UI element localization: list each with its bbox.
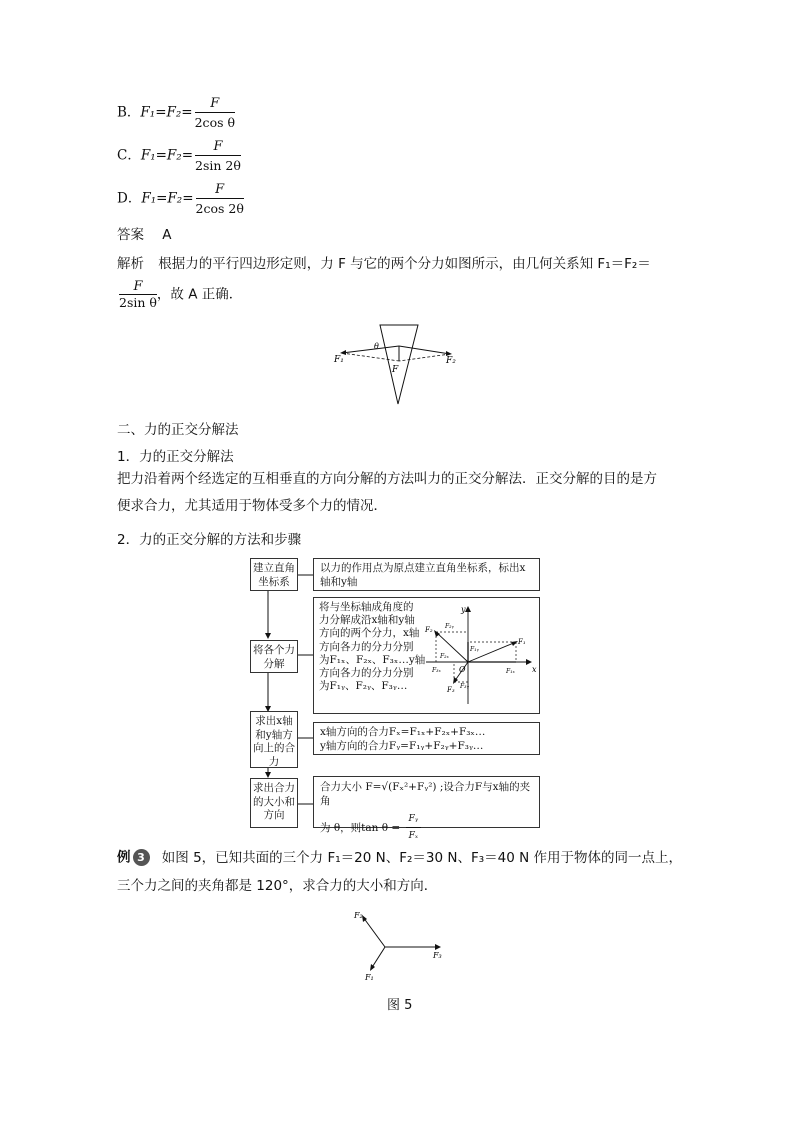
step-3-box — [250, 711, 298, 768]
option-b-num: F — [195, 96, 235, 113]
section-title: 二、力的正交分解法 — [117, 422, 239, 438]
step-1-box — [250, 558, 298, 591]
axes-label-f3: F₃ — [447, 686, 455, 694]
axes-label-x: x — [532, 665, 537, 674]
step-2-desc-box — [313, 597, 540, 714]
example-text-1: 如图 5，已知共面的三个力 F₁＝20 N、F₂＝30 N、F₃＝40 N 作用于物体的同一点上， — [161, 849, 682, 866]
step-1-desc-box — [313, 558, 540, 591]
option-c-num: F — [195, 139, 241, 156]
step-2-box — [250, 640, 298, 673]
example-number-badge: 3 — [133, 849, 150, 866]
axes-label-f3y: F₃ᵧ — [460, 683, 469, 690]
wedge-label-f1: F₁ — [334, 355, 344, 365]
option-c-lhs: F₁=F₂= — [140, 147, 194, 164]
option-b — [117, 96, 235, 130]
axes-label-f2x: F₂ₓ — [440, 653, 449, 660]
analysis-formula — [117, 280, 242, 310]
option-b-label: B． — [117, 104, 141, 121]
step-4-fraction — [406, 813, 422, 843]
step-3-desc-box — [313, 722, 540, 755]
option-c-label: C． — [117, 147, 141, 164]
wedge-label-f2: F₂ — [446, 356, 456, 366]
analysis-den: 2sin θ — [119, 295, 157, 310]
option-c-fraction — [195, 139, 241, 173]
step-2-label: 将各个力分解 — [253, 644, 295, 670]
step-2-desc-line-1: 将与坐标轴成角度的 — [319, 601, 414, 613]
step-4-label: 求出合力的大小和方向 — [253, 782, 295, 821]
figure-5-f2-arrow — [363, 917, 385, 947]
axes-label-f3x: F₃ₓ — [432, 667, 441, 674]
option-d-num: F — [196, 182, 244, 199]
paragraph-line-1: 把力沿着两个经选定的互相垂直的方向分解的方法叫力的正交分解法．正交分解的目的是方 — [117, 471, 657, 487]
step-2-desc-line-3: 方向的两个分力，x轴 — [319, 627, 420, 640]
axes-label-f1: F₁ — [518, 638, 526, 646]
axes-label-f1x: F₁ₓ — [506, 668, 515, 675]
step-2-desc — [319, 601, 425, 693]
figure-5-label-f2: F₂ — [354, 911, 363, 920]
answer-label: 答案 — [117, 227, 144, 243]
option-d-label: D． — [117, 190, 142, 207]
step-4-desc-box — [313, 776, 540, 841]
answer-line — [117, 229, 172, 243]
paragraph-line-2: 便求合力，尤其适用于物体受多个力的情况． — [117, 498, 387, 514]
step-1-desc: 以力的作用点为原点建立直角坐标系，标出x轴和y轴 — [320, 562, 526, 588]
analysis-label: 解析 — [117, 256, 144, 272]
example-line-1 — [117, 849, 682, 866]
step-1-label: 建立直角坐标系 — [253, 562, 295, 588]
option-c — [117, 139, 241, 173]
step-3-label: 求出x轴和y轴方向上的合力 — [253, 715, 295, 768]
figure-5-diagram — [345, 905, 455, 987]
axes-label-f2: F₂ — [425, 626, 433, 634]
subsection-2-title: 2．力的正交分解的方法和步骤 — [117, 532, 302, 548]
analysis-tail: ，故 A 正确． — [156, 286, 243, 303]
step-4-den: Fₓ — [408, 830, 419, 841]
option-d — [117, 182, 244, 216]
step-4-desc-line-1: 合力大小 F=√(Fₓ²+Fᵧ²) ;设合力F与x轴的夹角 — [320, 781, 531, 807]
step-3-desc-line-1: x轴方向的合力Fₓ=F₁ₓ+F₂ₓ+F₃ₓ… — [320, 726, 486, 738]
analysis-num: F — [119, 280, 157, 295]
axes-label-y: y — [461, 605, 466, 614]
step-4-desc-text: 为 θ，则tan θ = — [320, 822, 401, 834]
wedge-label-f: F — [392, 365, 399, 375]
wedge-diagram — [330, 318, 470, 410]
wedge-label-theta: θ — [374, 342, 379, 351]
option-d-den: 2cos 2θ — [195, 201, 244, 216]
wedge-f2-arrow — [399, 346, 450, 354]
figure-5-label-f3: F₃ — [433, 951, 442, 960]
axes-diagram — [422, 600, 538, 710]
example-label: 例 — [117, 849, 131, 866]
step-2-desc-line-2: 力分解成沿x轴和y轴 — [319, 614, 415, 627]
step-2-desc-line-7: 为F₁ᵧ、F₂ᵧ、F₃ᵧ… — [319, 680, 408, 693]
example-line-2: 三个力之间的夹角都是 120°，求合力的大小和方向． — [117, 878, 438, 894]
subsection-1-title: 1．力的正交分解法 — [117, 449, 234, 465]
analysis-fraction — [119, 280, 157, 310]
step-3-desc-line-2: y轴方向的合力Fᵧ=F₁ᵧ+F₂ᵧ+F₃ᵧ… — [320, 739, 484, 752]
figure-5-caption: 图 5 — [387, 998, 413, 1013]
option-b-den: 2cos θ — [194, 115, 236, 130]
axes-label-f1y: F₁ᵧ — [470, 646, 479, 653]
step-4-desc-line-2 — [320, 813, 533, 843]
analysis-line — [117, 258, 651, 272]
option-b-lhs: F₁=F₂= — [140, 104, 193, 121]
option-d-fraction — [196, 182, 244, 216]
option-d-lhs: F₁=F₂= — [141, 190, 194, 207]
axes-label-o: O — [459, 665, 466, 674]
step-2-desc-line-6: 方向各力的分力分别 — [319, 667, 414, 680]
analysis-text: 根据力的平行四边形定则，力 F 与它的两个分力如图所示，由几何关系知 F₁＝F₂＝ — [158, 256, 651, 272]
answer-value: A — [162, 227, 172, 243]
figure-5-label-f1: F₁ — [365, 973, 374, 982]
axes-label-f2y: F₂ᵧ — [445, 623, 454, 630]
wedge-f1-arrow — [342, 346, 399, 353]
option-b-fraction — [195, 96, 235, 130]
option-c-den: 2sin 2θ — [195, 158, 241, 173]
step-4-box — [250, 778, 298, 828]
step-4-num: Fᵧ — [406, 813, 422, 828]
step-2-desc-line-5: 为F₁ₓ、F₂ₓ、F₃ₓ…y轴 — [319, 653, 426, 666]
step-2-desc-line-4: 方向各力的分力分别 — [319, 640, 414, 653]
